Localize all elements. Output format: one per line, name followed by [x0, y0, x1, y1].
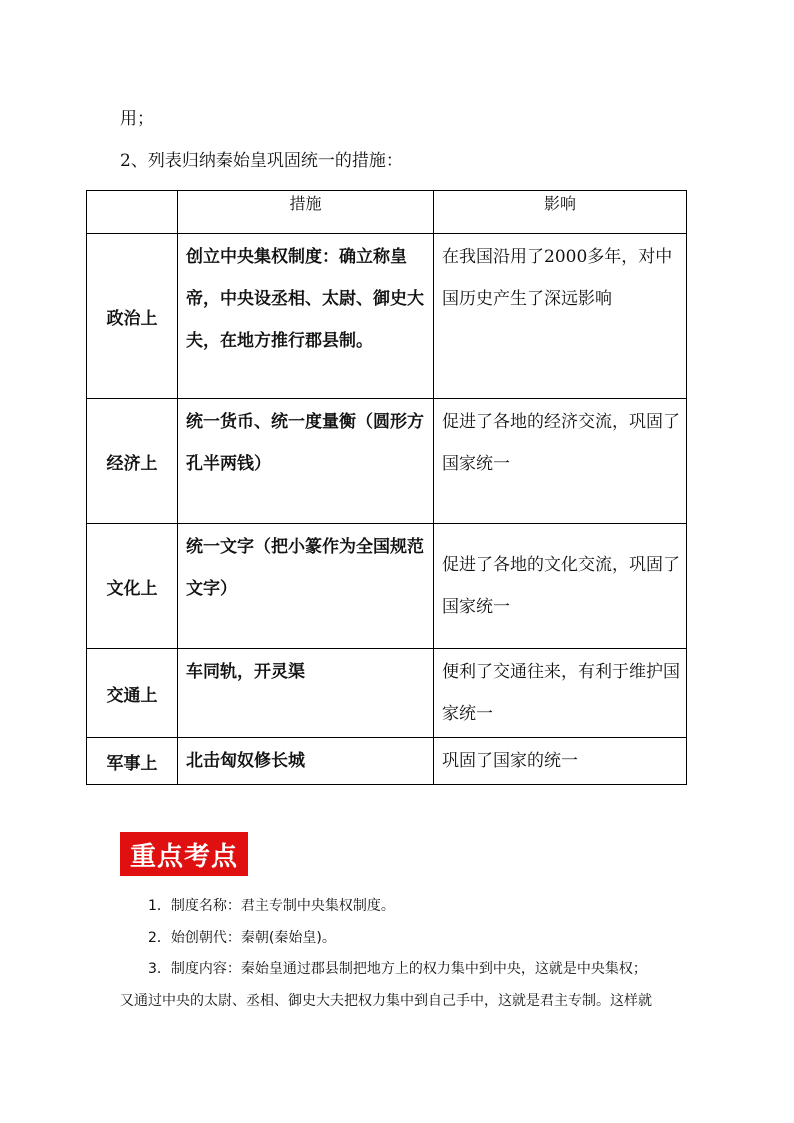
row-category: 交通上	[87, 649, 178, 738]
row-measure: 统一文字（把小篆作为全国规范文字）	[178, 524, 434, 649]
table-row	[87, 234, 687, 399]
table-header-row	[87, 191, 687, 234]
table-row	[87, 649, 687, 738]
row-measure: 创立中央集权制度：确立称皇帝，中央设丞相、太尉、御史大夫，在地方推行郡县制。	[178, 234, 434, 399]
continued-text: 用；	[120, 109, 154, 129]
section-heading: 2、列表归纳秦始皇巩固统一的措施：	[120, 151, 403, 171]
row-category: 军事上	[87, 738, 178, 785]
row-impact: 在我国沿用了2000多年，对中国历史产生了深远影响	[434, 234, 687, 399]
measures-table	[86, 190, 687, 785]
key-point-3-continued: 又通过中央的太尉、丞相、御史大夫把权力集中到自己手中，这就是君主专制。这样就	[120, 993, 652, 1009]
row-measure: 统一货币、统一度量衡（圆形方孔半两钱）	[178, 399, 434, 524]
row-impact: 促进了各地的文化交流，巩固了国家统一	[434, 524, 687, 649]
key-point-3: 3．制度内容：秦始皇通过郡县制把地方上的权力集中到中央，这就是中央集权；	[148, 961, 647, 977]
row-impact: 便利了交通往来，有利于维护国家统一	[434, 649, 687, 738]
row-category: 政治上	[87, 234, 178, 399]
key-point-1: 1．制度名称：君主专制中央集权制度。	[148, 898, 395, 914]
header-impact: 影响	[434, 191, 687, 234]
table-row	[87, 399, 687, 524]
row-measure: 车同轨，开灵渠	[178, 649, 434, 738]
row-category: 经济上	[87, 399, 178, 524]
header-empty	[87, 191, 178, 234]
table-row	[87, 524, 687, 649]
row-impact: 巩固了国家的统一	[434, 738, 687, 785]
key-point-2: 2．始创朝代：秦朝(秦始皇)。	[148, 930, 336, 946]
header-measure: 措施	[178, 191, 434, 234]
key-points-badge: 重点考点	[120, 832, 248, 876]
table-row	[87, 738, 687, 785]
row-category: 文化上	[87, 524, 178, 649]
row-measure: 北击匈奴修长城	[178, 738, 434, 785]
row-impact: 促进了各地的经济交流，巩固了国家统一	[434, 399, 687, 524]
